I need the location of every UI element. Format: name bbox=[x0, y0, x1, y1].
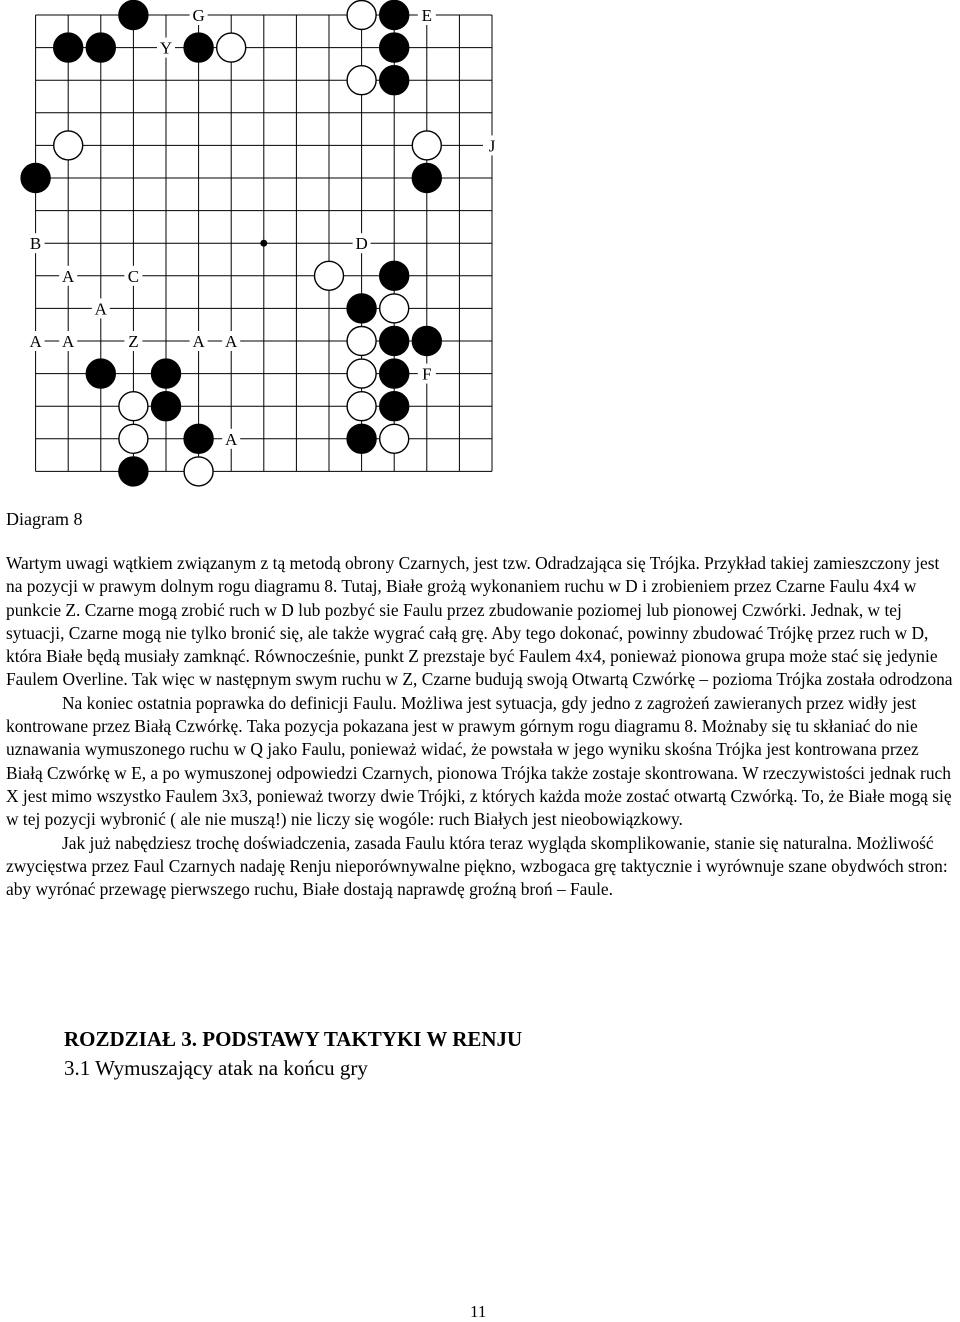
black-stone bbox=[86, 359, 115, 388]
black-stone bbox=[412, 164, 441, 193]
black-stone bbox=[380, 66, 409, 95]
white-stone bbox=[217, 33, 246, 62]
renju-board bbox=[0, 0, 520, 500]
white-stone bbox=[380, 424, 409, 453]
center-point bbox=[260, 240, 267, 247]
white-stone bbox=[54, 131, 83, 160]
white-stone bbox=[347, 392, 376, 421]
point-label: Z bbox=[128, 332, 139, 351]
point-label: G bbox=[192, 6, 205, 25]
point-label: A bbox=[192, 332, 205, 351]
point-label: A bbox=[29, 332, 42, 351]
black-stone bbox=[347, 294, 376, 323]
point-label: E bbox=[421, 6, 432, 25]
page-number: 11 bbox=[470, 1302, 487, 1321]
point-label: A bbox=[62, 266, 75, 286]
point-label: A bbox=[225, 429, 238, 449]
black-stone bbox=[86, 33, 115, 62]
chapter-title: ROZDZIAŁ 3. PODSTAWY TAKTYKI W RENJU bbox=[64, 1027, 523, 1051]
point-label: A bbox=[62, 332, 75, 351]
white-stone bbox=[347, 66, 376, 95]
black-stone bbox=[347, 424, 376, 453]
black-stone bbox=[119, 457, 148, 486]
body-text bbox=[6, 552, 956, 901]
white-stone bbox=[347, 1, 376, 30]
diagram-caption: Diagram 8 bbox=[6, 509, 83, 529]
black-stone bbox=[380, 261, 409, 290]
black-stone bbox=[54, 33, 83, 62]
white-stone bbox=[315, 261, 344, 290]
white-stone bbox=[347, 327, 376, 356]
black-stone bbox=[380, 327, 409, 356]
black-stone bbox=[184, 424, 213, 453]
point-label: F bbox=[422, 364, 432, 384]
renju-diagram bbox=[0, 0, 520, 500]
black-stone bbox=[412, 327, 441, 356]
black-stone bbox=[380, 1, 409, 30]
white-stone bbox=[412, 131, 441, 160]
black-stone bbox=[184, 33, 213, 62]
point-label: A bbox=[225, 332, 238, 351]
black-stone bbox=[152, 359, 181, 388]
black-stone bbox=[152, 392, 181, 421]
point-label: C bbox=[127, 266, 140, 286]
black-stone bbox=[380, 392, 409, 421]
black-stone bbox=[119, 1, 148, 30]
black-stone bbox=[380, 359, 409, 388]
white-stone bbox=[184, 457, 213, 486]
black-stone bbox=[380, 33, 409, 62]
point-label: A bbox=[94, 299, 107, 319]
white-stone bbox=[380, 294, 409, 323]
white-stone bbox=[119, 424, 148, 453]
section-title: 3.1 Wymuszający atak na końcu gry bbox=[64, 1056, 368, 1080]
point-label: Y bbox=[159, 38, 173, 58]
point-label: J bbox=[488, 136, 496, 156]
paragraph-3: Jak już nabędziesz trochę doświadczenia, zasada Faulu która teraz wygląda skomplikowanie, stanie się naturalna. Możliwość zwycięstwa przez Faul Czarnych nadaję Renju nieporównywalne piękno, wzbogaca grę taktycznie i wyrównuje szane obydwóch stron: aby wyrónać przewagę pierwszego ruchu, Białe dostają naprawdę groźną broń – Faule. bbox=[6, 832, 948, 900]
point-label: D bbox=[355, 234, 368, 254]
black-stone bbox=[21, 164, 50, 193]
white-stone bbox=[119, 392, 148, 421]
point-label: B bbox=[29, 234, 42, 254]
paragraph-1: Wartym uwagi wątkiem związanym z tą metodą obrony Czarnych, jest tzw. Odradzająca się Trójka. Przykład takiej zamieszczony jest na pozycji w prawym dolnym rogu diagramu 8. Tutaj, Białe grożą wykonaniem ruchu w D i zrobieniem przez Czarne Faulu 4x4 w punkcie Z. Czarne mogą zrobić ruch w D lub pozbyć sie Faulu przez zbudowanie poziomej lub pionowej Czwórki. Jednak, w tej sytuacji, Czarne mogą nie tylko bronić się, ale także wygrać całą grę. Aby tego dokonać, powinny zbudować Trójkę przez ruch w D, która Białe będą musiały zamknąć. Równocześnie, punkt Z prezstaje być Faulem 4x4, ponieważ pionowa grupa może stać się jedynie Faulem Overline. Tak więc w następnym swym ruchu w Z, Czarne budują swoją Otwartą Czwórkę – pozioma Trójka została odrodzona bbox=[6, 553, 953, 690]
paragraph-2: Na koniec ostatnia poprawka do definicji Faulu. Możliwa jest sytuacja, gdy jedno z zagrożeń zawieranych przez widły jest kontrowane przez Białą Czwórkę. Taka pozycja pokazana jest w prawym górnym rogu diagramu 8. Możnaby się tu skłaniać do nie uznawania wymuszonego ruchu w Q jako Faulu, ponieważ widać, że powstała w jego wyniku skośna Trójka jest kontrowana przez Białą Czwórkę w E, a po wymuszonej odpowiedzi Czarnych, pionowa Trójka także zostaje skontrowana. W rzeczywistości jednak ruch X jest mimo wszystko Faulem 3x3, ponieważ tworzy dwie Trójki, z których każda może zostać otwartą Czwórką. To, że Białe mogą się w tej pozycji wybronić ( ale nie muszą!) nie liczy się wogóle: ruch Białych jest nieobowiązkowy. bbox=[6, 692, 952, 830]
white-stone bbox=[347, 359, 376, 388]
